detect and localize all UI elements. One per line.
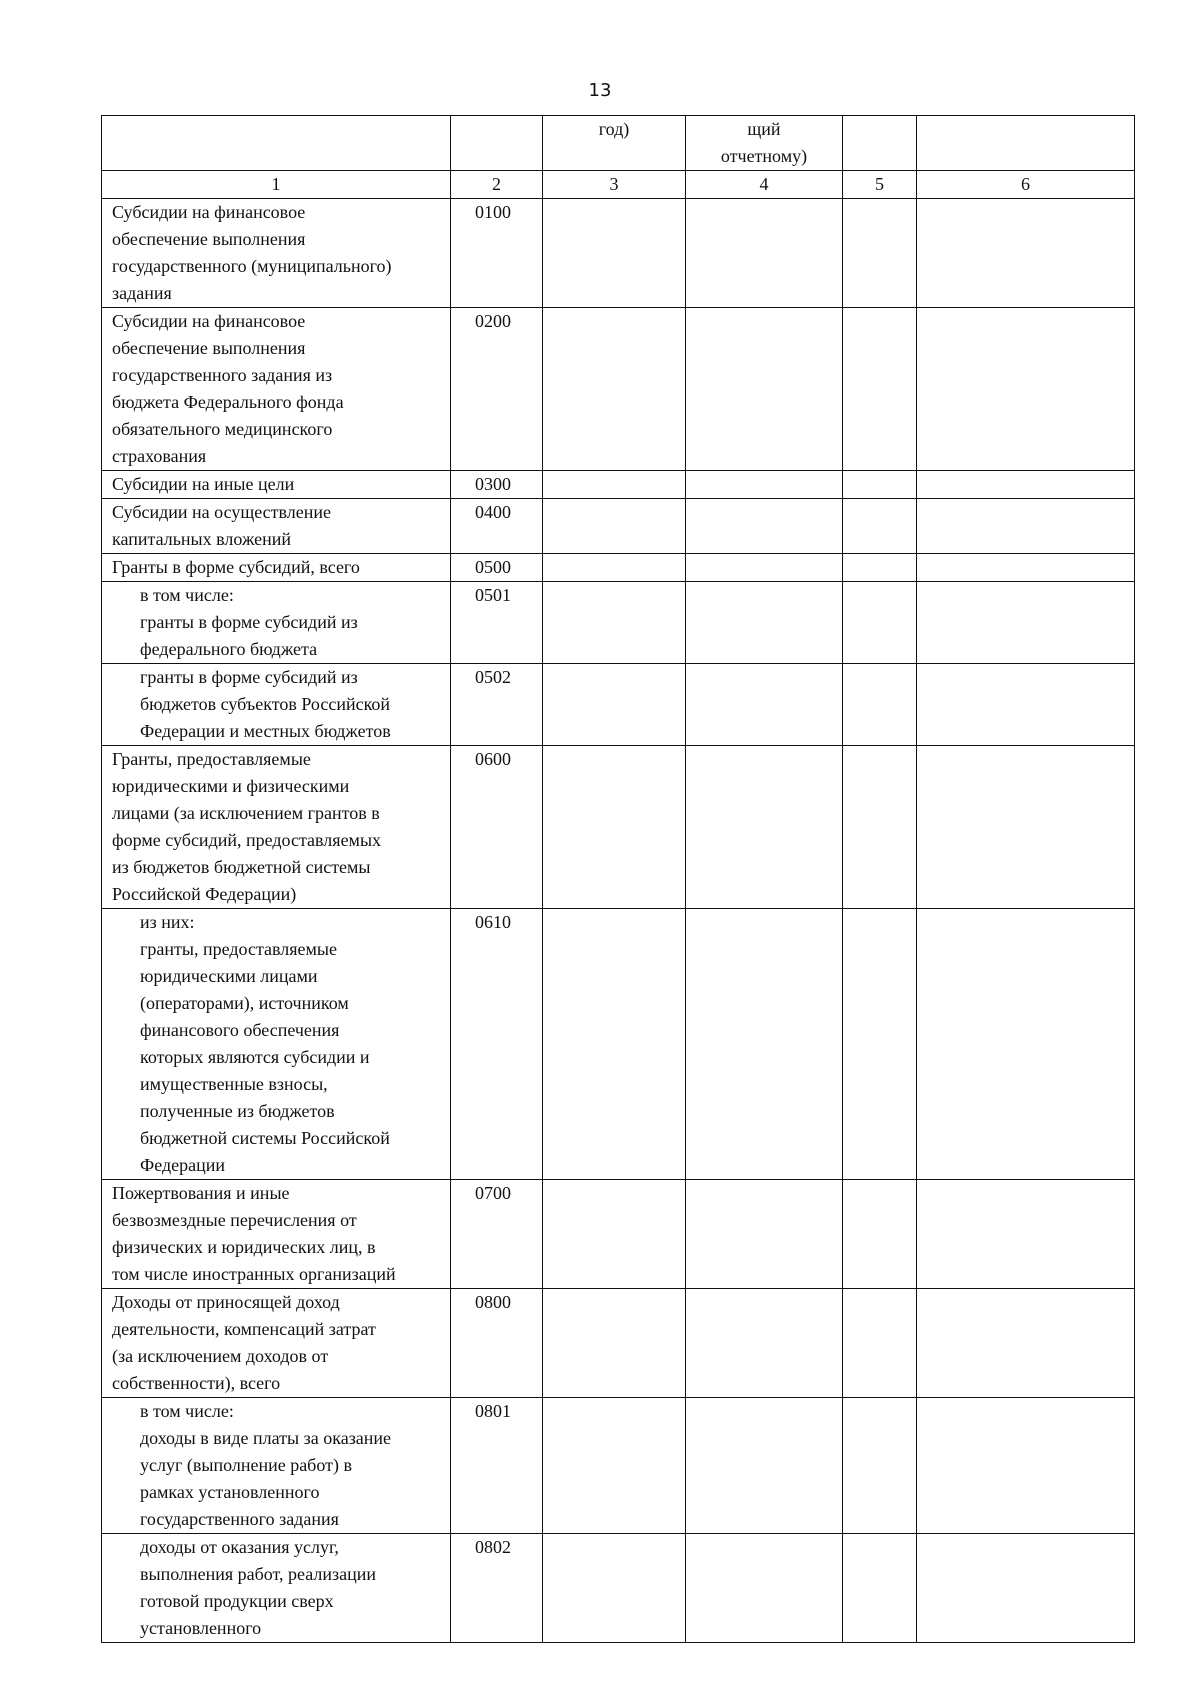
row-code: 0501	[451, 582, 543, 664]
row-label-line: государственного задания	[140, 1509, 339, 1529]
header-cell-4-line: щий	[747, 119, 781, 139]
row-label-line: Субсидии на финансовое	[112, 311, 306, 331]
row-label-line: обязательного медицинского	[112, 419, 333, 439]
row-label-line: юридическими лицами	[140, 966, 318, 986]
label-block	[112, 308, 446, 470]
value-cell-c3	[543, 746, 686, 909]
row-label-line: установленного	[140, 1618, 262, 1638]
label-block	[112, 499, 446, 553]
value-cell-c3	[543, 582, 686, 664]
row-label-line: том числе иностранных организаций	[112, 1264, 396, 1284]
row-code: 0500	[451, 554, 543, 582]
value-cell-c5	[843, 582, 917, 664]
row-label-line: гранты в форме субсидий из	[140, 667, 358, 687]
indented-label-block	[112, 664, 446, 745]
row-label-line: гранты, предоставляемые	[140, 939, 338, 959]
value-cell-c5	[843, 746, 917, 909]
value-cell-c6	[917, 1398, 1135, 1534]
table-row	[102, 199, 1135, 308]
label-block	[112, 1180, 446, 1288]
header-cell-4	[686, 116, 843, 171]
row-label-line: государственного задания из	[112, 365, 333, 385]
table-row	[102, 1289, 1135, 1398]
row-label-line: готовой продукции сверх	[140, 1591, 334, 1611]
row-label-line: рамках установленного	[140, 1482, 320, 1502]
row-label	[102, 471, 451, 499]
row-code: 0700	[451, 1180, 543, 1289]
column-number: 4	[686, 171, 843, 199]
header-cell-6	[917, 116, 1135, 171]
row-label-line: (операторами), источником	[140, 993, 349, 1013]
row-label-line: обеспечение выполнения	[112, 338, 306, 358]
table-row	[102, 554, 1135, 582]
indented-label-block	[112, 1398, 446, 1533]
table-row	[102, 1180, 1135, 1289]
row-label-line: в том числе:	[140, 1401, 234, 1421]
row-label-line: имущественные взносы,	[140, 1074, 328, 1094]
row-label	[102, 1180, 451, 1289]
value-cell-c3	[543, 1534, 686, 1643]
label-block	[112, 554, 446, 581]
column-number: 6	[917, 171, 1135, 199]
row-label-line: услуг (выполнение работ) в	[140, 1455, 352, 1475]
value-cell-c5	[843, 1289, 917, 1398]
row-code: 0801	[451, 1398, 543, 1534]
row-label	[102, 499, 451, 554]
value-cell-c6	[917, 499, 1135, 554]
table-row	[102, 664, 1135, 746]
value-cell-c3	[543, 554, 686, 582]
row-label-line: финансового обеспечения	[140, 1020, 340, 1040]
row-label-line: из бюджетов бюджетной системы	[112, 857, 371, 877]
value-cell-c4	[686, 1289, 843, 1398]
row-label	[102, 308, 451, 471]
row-label-line: Субсидии на иные цели	[112, 474, 295, 494]
row-label	[102, 199, 451, 308]
row-label-line: физических и юридических лиц, в	[112, 1237, 376, 1257]
row-code: 0802	[451, 1534, 543, 1643]
row-label-line: юридическими и физическими	[112, 776, 350, 796]
value-cell-c4	[686, 199, 843, 308]
header-cell-1	[102, 116, 451, 171]
header-cell-3: год)	[543, 116, 686, 171]
value-cell-c6	[917, 664, 1135, 746]
value-cell-c6	[917, 199, 1135, 308]
table-row	[102, 308, 1135, 471]
value-cell-c4	[686, 1534, 843, 1643]
row-label-line: государственного (муниципального)	[112, 256, 392, 276]
row-label-line: обеспечение выполнения	[112, 229, 306, 249]
row-label-line: Гранты в форме субсидий, всего	[112, 557, 360, 577]
row-label	[102, 554, 451, 582]
row-label-line: гранты в форме субсидий из	[140, 612, 358, 632]
row-label-line: федерального бюджета	[140, 639, 318, 659]
value-cell-c4	[686, 582, 843, 664]
value-cell-c6	[917, 1289, 1135, 1398]
label-block	[112, 471, 446, 498]
value-cell-c4	[686, 664, 843, 746]
table-row	[102, 499, 1135, 554]
label-block	[112, 199, 446, 307]
value-cell-c4	[686, 308, 843, 471]
table-row	[102, 1534, 1135, 1643]
table-row	[102, 582, 1135, 664]
row-label-line: полученные из бюджетов	[140, 1101, 335, 1121]
table-row	[102, 909, 1135, 1180]
row-label-line: деятельности, компенсаций затрат	[112, 1319, 376, 1339]
label-block	[112, 746, 446, 908]
column-number: 5	[843, 171, 917, 199]
value-cell-c4	[686, 1398, 843, 1534]
column-number-row	[102, 171, 1135, 199]
row-label	[102, 746, 451, 909]
value-cell-c4	[686, 499, 843, 554]
value-cell-c3	[543, 1289, 686, 1398]
row-label-line: Федерации	[140, 1155, 226, 1175]
value-cell-c4	[686, 1180, 843, 1289]
row-label-line: безвозмездные перечисления от	[112, 1210, 357, 1230]
row-label-line: лицами (за исключением грантов в	[112, 803, 380, 823]
value-cell-c3	[543, 909, 686, 1180]
row-label-line: форме субсидий, предоставляемых	[112, 830, 382, 850]
row-code: 0300	[451, 471, 543, 499]
label-block	[112, 1289, 446, 1397]
row-label-line: Пожертвования и иные	[112, 1183, 290, 1203]
row-code: 0610	[451, 909, 543, 1180]
value-cell-c5	[843, 499, 917, 554]
value-cell-c5	[843, 1534, 917, 1643]
value-cell-c6	[917, 554, 1135, 582]
table-row	[102, 1398, 1135, 1534]
value-cell-c3	[543, 199, 686, 308]
column-number: 2	[451, 171, 543, 199]
value-cell-c5	[843, 909, 917, 1180]
row-label-line: собственности), всего	[112, 1373, 281, 1393]
row-label	[102, 1534, 451, 1643]
value-cell-c6	[917, 1180, 1135, 1289]
column-number: 3	[543, 171, 686, 199]
row-label-line: бюджетной системы Российской	[140, 1128, 390, 1148]
report-table	[101, 115, 1135, 1643]
value-cell-c3	[543, 471, 686, 499]
row-label-line: Доходы от приносящей доход	[112, 1292, 340, 1312]
value-cell-c5	[843, 471, 917, 499]
value-cell-c6	[917, 909, 1135, 1180]
row-code: 0200	[451, 308, 543, 471]
header-cell-4-line: отчетному)	[720, 146, 808, 166]
row-label-line: доходы от оказания услуг,	[140, 1537, 339, 1557]
row-code: 0100	[451, 199, 543, 308]
row-label-line: Федерации и местных бюджетов	[140, 721, 391, 741]
value-cell-c5	[843, 664, 917, 746]
value-cell-c6	[917, 746, 1135, 909]
value-cell-c5	[843, 1398, 917, 1534]
row-label	[102, 664, 451, 746]
row-label-line: выполнения работ, реализации	[140, 1564, 377, 1584]
value-cell-c5	[843, 308, 917, 471]
row-label-line: Субсидии на финансовое	[112, 202, 306, 222]
indented-label-block	[112, 582, 446, 663]
header-cell-5	[843, 116, 917, 171]
header-continuation-row	[102, 116, 1135, 171]
indented-label-block	[112, 909, 446, 1179]
value-cell-c4	[686, 554, 843, 582]
row-label-line: доходы в виде платы за оказание	[140, 1428, 392, 1448]
row-code: 0600	[451, 746, 543, 909]
row-label-line: (за исключением доходов от	[112, 1346, 329, 1366]
column-number: 1	[102, 171, 451, 199]
value-cell-c3	[543, 499, 686, 554]
row-label-line: бюджетов субъектов Российской	[140, 694, 391, 714]
row-label-line: капитальных вложений	[112, 529, 292, 549]
value-cell-c4	[686, 471, 843, 499]
value-cell-c5	[843, 554, 917, 582]
table-row	[102, 746, 1135, 909]
row-label-line: в том числе:	[140, 585, 234, 605]
row-label	[102, 582, 451, 664]
row-code: 0800	[451, 1289, 543, 1398]
row-label-line: Гранты, предоставляемые	[112, 749, 311, 769]
page-number: 13	[588, 80, 612, 101]
header-cell-2	[451, 116, 543, 171]
row-label-line: которых являются субсидии и	[140, 1047, 370, 1067]
row-label	[102, 909, 451, 1180]
row-code: 0400	[451, 499, 543, 554]
row-label-line: страхования	[112, 446, 207, 466]
value-cell-c3	[543, 308, 686, 471]
indented-label-block	[112, 1534, 446, 1642]
row-label-line: из них:	[140, 912, 195, 932]
row-label-line: бюджета Федерального фонда	[112, 392, 344, 412]
value-cell-c3	[543, 1180, 686, 1289]
value-cell-c6	[917, 471, 1135, 499]
value-cell-c3	[543, 664, 686, 746]
row-code: 0502	[451, 664, 543, 746]
value-cell-c6	[917, 582, 1135, 664]
value-cell-c5	[843, 199, 917, 308]
value-cell-c4	[686, 746, 843, 909]
value-cell-c6	[917, 1534, 1135, 1643]
row-label-line: задания	[112, 283, 172, 303]
row-label-line: Российской Федерации)	[112, 884, 297, 904]
table-row	[102, 471, 1135, 499]
value-cell-c4	[686, 909, 843, 1180]
value-cell-c3	[543, 1398, 686, 1534]
row-label	[102, 1289, 451, 1398]
row-label-line: Субсидии на осуществление	[112, 502, 331, 522]
value-cell-c5	[843, 1180, 917, 1289]
row-label	[102, 1398, 451, 1534]
value-cell-c6	[917, 308, 1135, 471]
